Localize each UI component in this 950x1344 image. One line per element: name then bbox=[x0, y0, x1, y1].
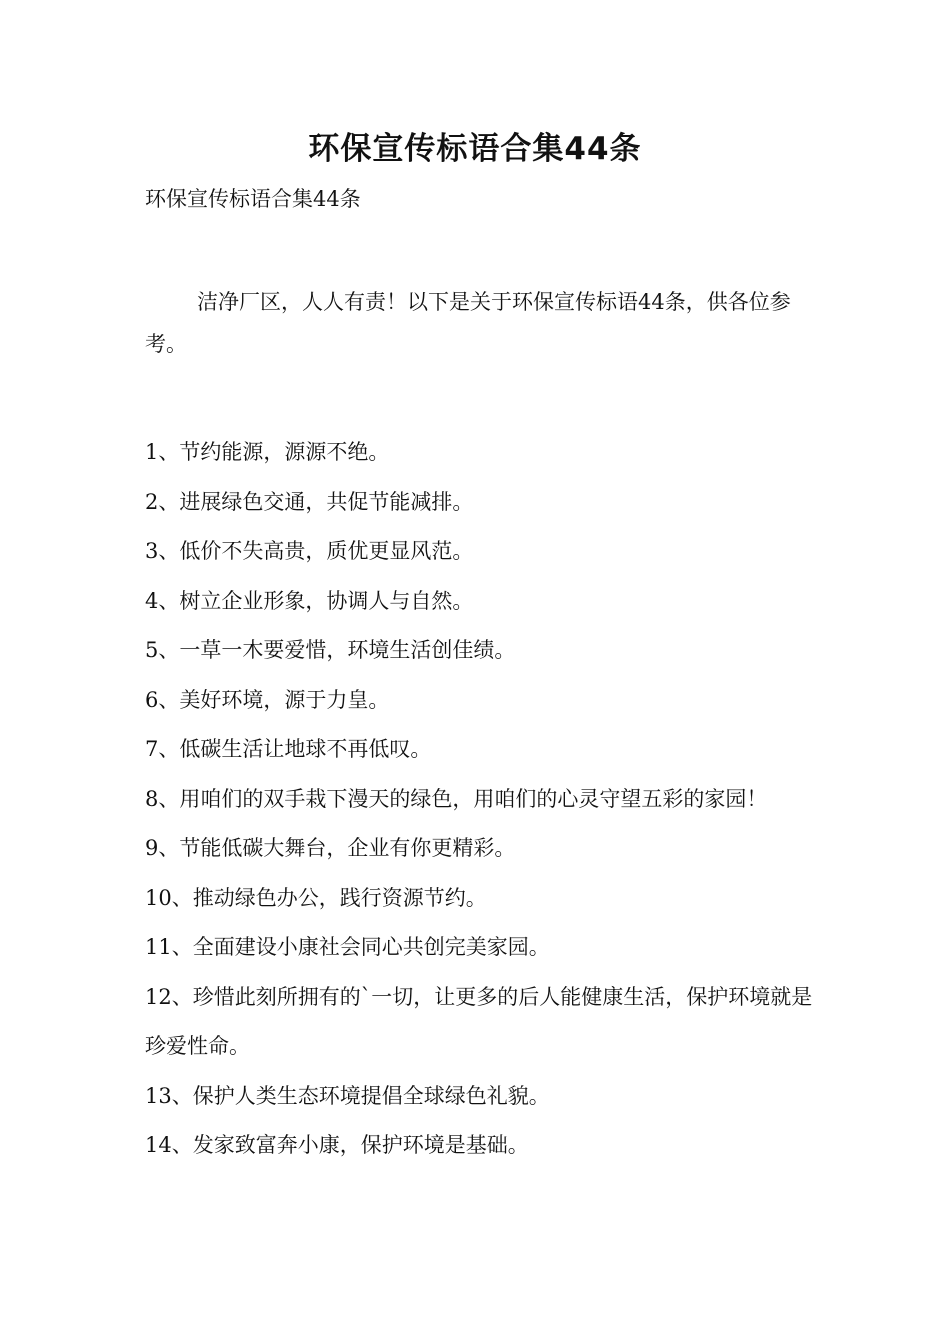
document-title: 环保宣传标语合集44条 bbox=[308, 131, 642, 167]
slogan-item: 8、用咱们的双手栽下漫天的绿色，用咱们的心灵守望五彩的家园！ bbox=[145, 786, 768, 811]
slogan-item: 11、全面建设小康社会同心共创完美家园。 bbox=[145, 935, 550, 959]
slogan-item: 12、珍惜此刻所拥有的`一切，让更多的后人能健康生活，保护环境就是珍爱性命。 bbox=[145, 984, 813, 1058]
slogan-item: 7、低碳生活让地球不再低叹。 bbox=[145, 737, 432, 761]
slogan-item: 10、推动绿色办公，践行资源节约。 bbox=[145, 885, 487, 910]
slogan-item: 6、美好环境，源于力皇。 bbox=[145, 687, 390, 712]
slogan-item: 2、进展绿色交通，共促节能减排。 bbox=[145, 489, 474, 514]
slogan-item: 5、一草一木要爱惜，环境生活创佳绩。 bbox=[145, 638, 516, 662]
slogan-item: 9、节能低碳大舞台，企业有你更精彩。 bbox=[145, 836, 516, 860]
slogan-item: 1、节约能源，源源不绝。 bbox=[145, 440, 390, 464]
slogan-item: 3、低价不失高贵，质优更显风范。 bbox=[145, 539, 474, 563]
slogan-list bbox=[145, 428, 815, 1171]
intro-paragraph: 洁净厂区，人人有责！以下是关于环保宣传标语44条，供各位参考。 bbox=[145, 290, 791, 356]
slogan-item: 14、发家致富奔小康，保护环境是基础。 bbox=[145, 1133, 529, 1157]
slogan-item: 4、树立企业形象，协调人与自然。 bbox=[145, 588, 474, 613]
document-subtitle: 环保宣传标语合集44条 bbox=[145, 187, 361, 211]
slogan-item: 13、保护人类生态环境提倡全球绿色礼貌。 bbox=[145, 1083, 550, 1108]
